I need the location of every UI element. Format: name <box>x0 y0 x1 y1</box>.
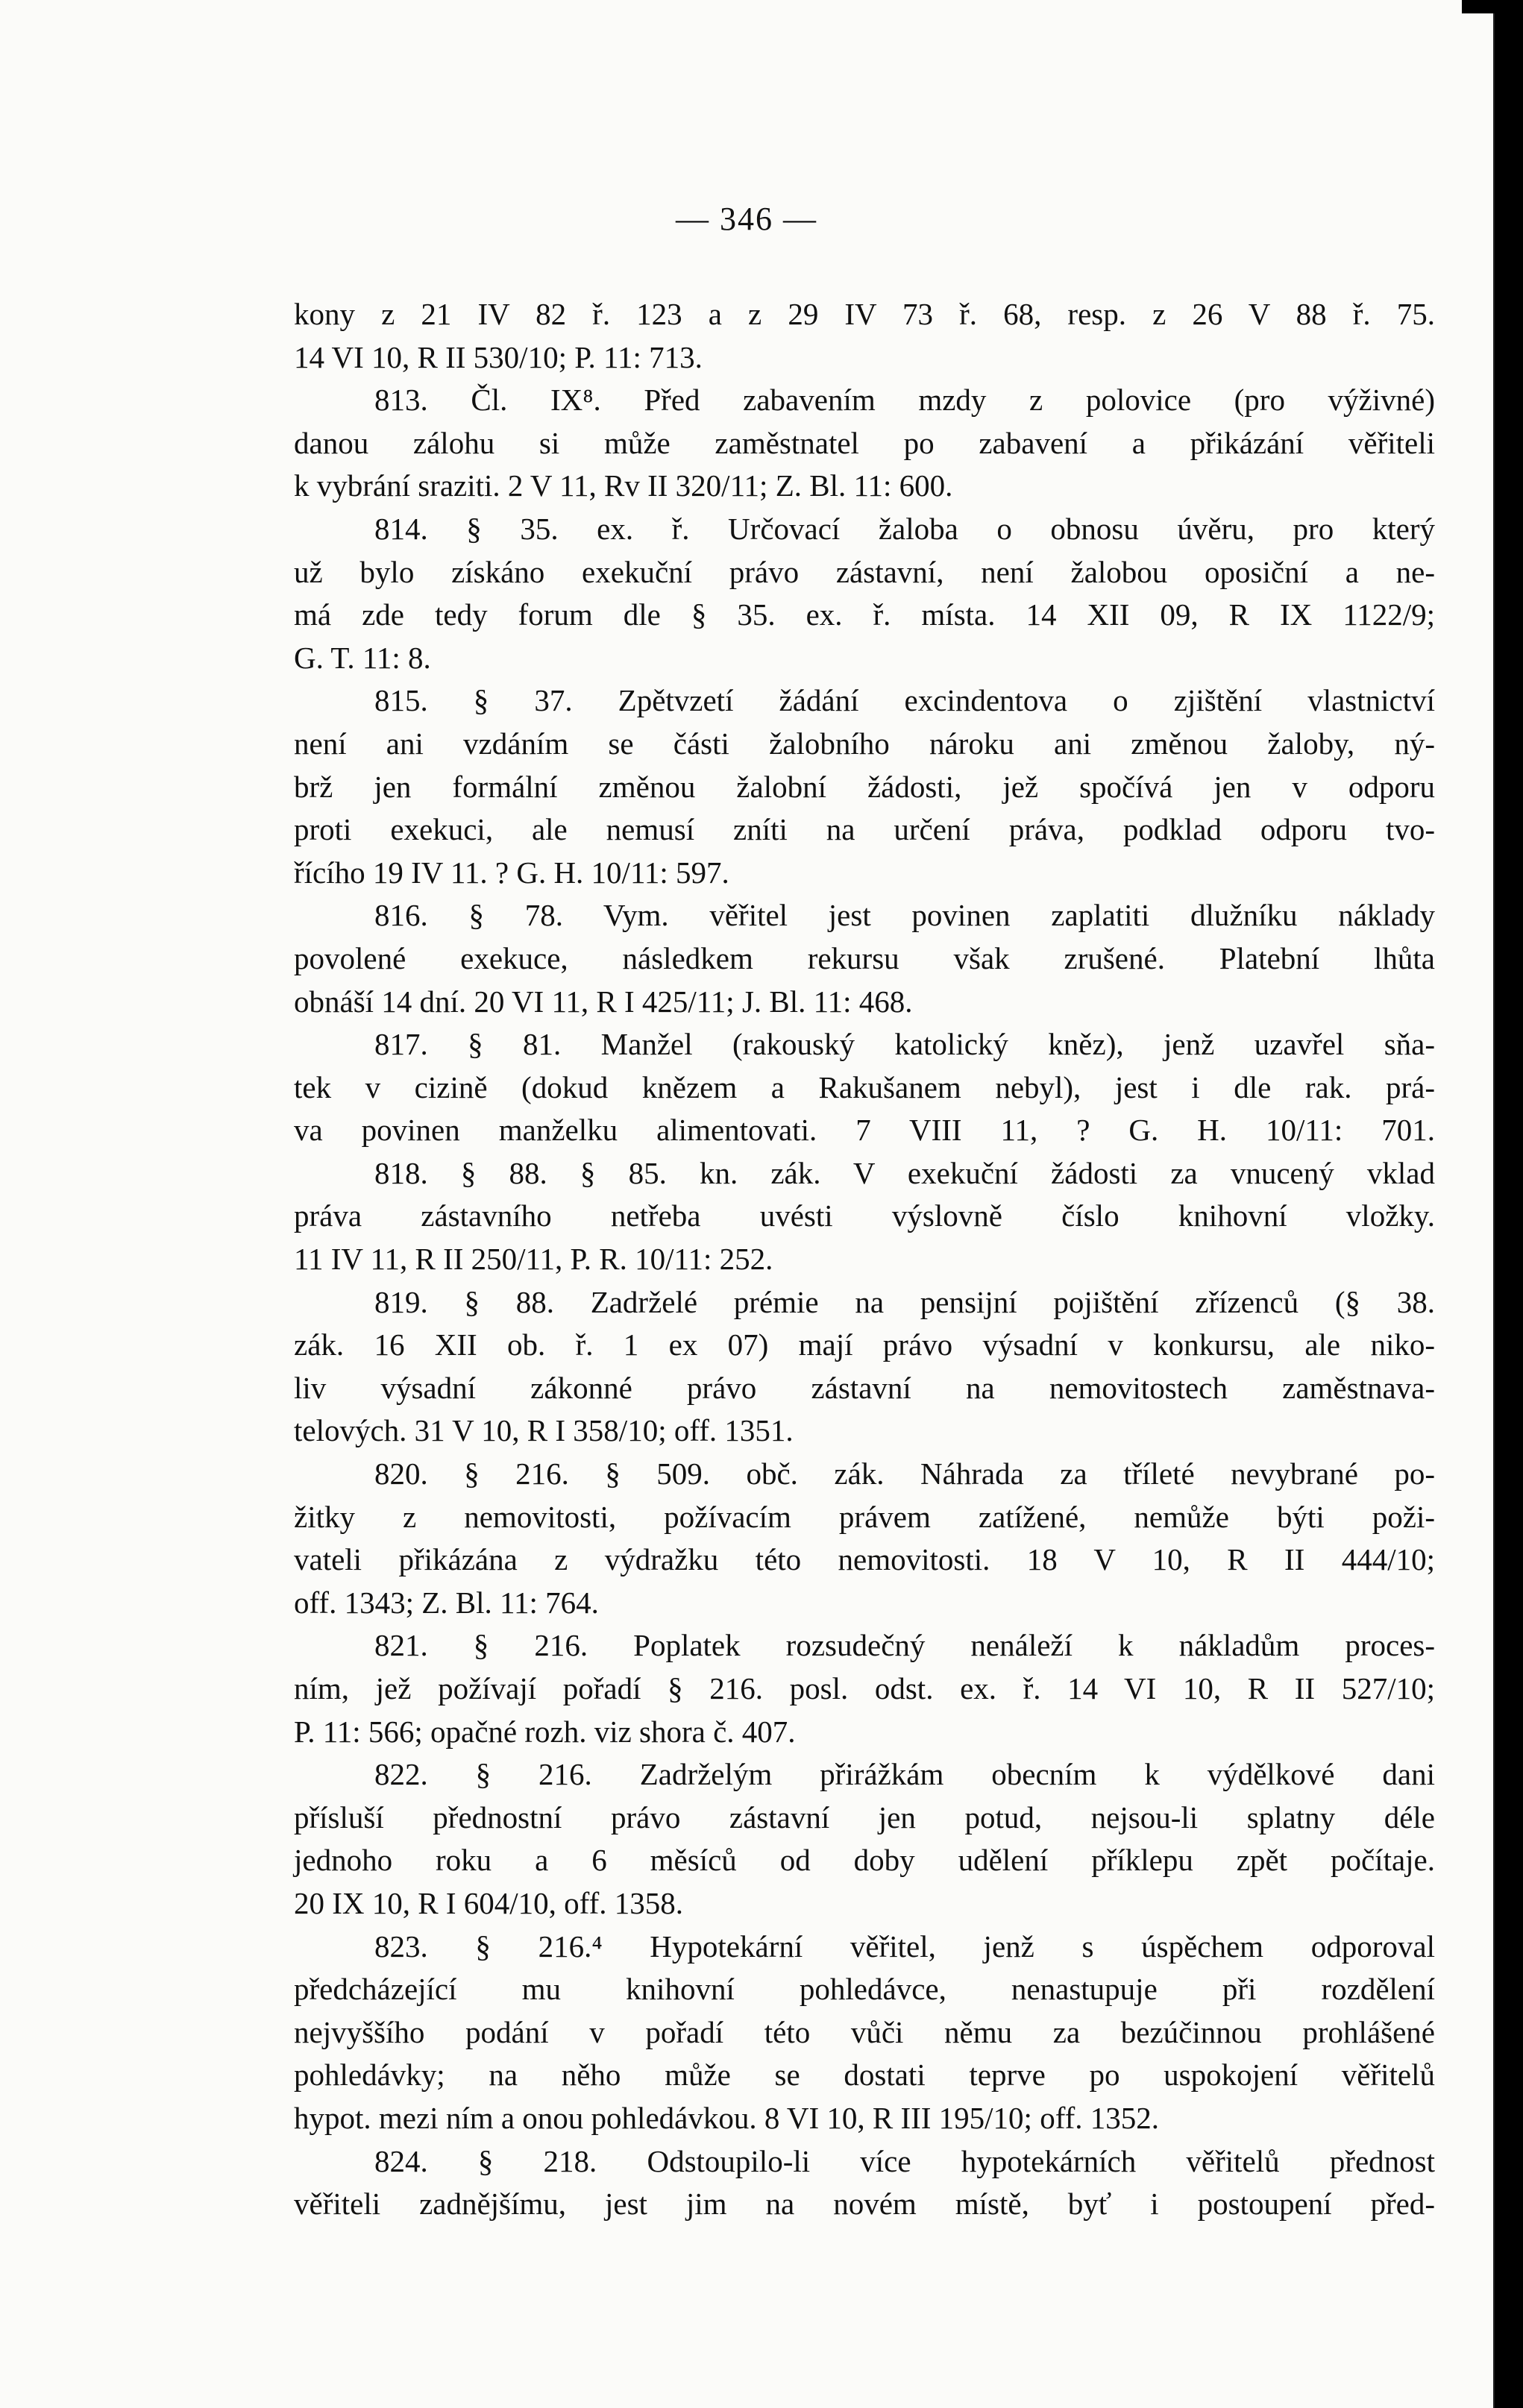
text-line: telových. 31 V 10, R I 358/10; off. 1351. <box>294 1413 794 1448</box>
text-line: 819. § 88. Zadrželé prémie na pensijní pojištění zřízenců (§ 38. <box>374 1284 1435 1319</box>
text-line: žitky z nemovitosti, požívacím právem zatížené, nemůže býti poži- <box>294 1499 1435 1534</box>
text-line: P. 11: 566; opačné rozh. viz shora č. 407. <box>294 1714 796 1749</box>
text-line: k vybrání sraziti. 2 V 11, Rv II 320/11; Z. Bl. 11: 600. <box>294 468 953 503</box>
text-line: ním, jež požívají pořadí § 216. posl. odst. ex. ř. 14 VI 10, R II 527/10; <box>294 1671 1435 1706</box>
text-line: liv výsadní zákonné právo zástavní na nemovitostech zaměstnava- <box>294 1370 1435 1405</box>
text-line: 823. § 216.⁴ Hypotekární věřitel, jenž s úspěchem odporoval <box>374 1928 1435 1964</box>
text-line: 20 IX 10, R I 604/10, off. 1358. <box>294 1885 683 1920</box>
text-line: zák. 16 XII ob. ř. 1 ex 07) mají právo výsadní v konkursu, ale niko- <box>294 1327 1435 1362</box>
text-line: G. T. 11: 8. <box>294 640 431 675</box>
scan-corner <box>1462 0 1523 13</box>
text-line: 815. § 37. Zpětvzetí žádání excindentova o zjištění vlastnictví <box>374 683 1435 718</box>
scan-border <box>1495 0 1523 2408</box>
text-line: přísluší přednostní právo zástavní jen potud, nejsou-li splatny déle <box>294 1799 1435 1835</box>
text-line: už bylo získáno exekuční právo zástavní, není žalobou oposiční a ne- <box>294 554 1435 589</box>
text-line: jednoho roku a 6 měsíců od doby udělení příklepu zpět počítaje. <box>294 1843 1435 1878</box>
body-text <box>294 293 1435 2226</box>
text-line: předcházející mu knihovní pohledávce, nenastupuje při rozdělení <box>294 1972 1435 2007</box>
text-line: 820. § 216. § 509. obč. zák. Náhrada za tříleté nevybrané po- <box>374 1456 1435 1491</box>
text-line: hypot. mezi ním a onou pohledávkou. 8 VI 10, R III 195/10; off. 1352. <box>294 2100 1160 2135</box>
text-line: nejvyššího podání v pořadí této vůči němu za bezúčinnou prohlášené <box>294 2014 1435 2049</box>
text-line: 821. § 216. Poplatek rozsudečný nenáleží k nákladům proces- <box>374 1628 1435 1663</box>
text-line: má zde tedy forum dle § 35. ex. ř. místa. 14 XII 09, R IX 1122/9; <box>294 597 1435 632</box>
text-line: danou zálohu si může zaměstnatel po zabavení a přikázání věřiteli <box>294 425 1435 460</box>
text-line: 824. § 218. Odstoupilo-li více hypotekárních věřitelů přednost <box>374 2143 1435 2178</box>
text-line: off. 1343; Z. Bl. 11: 764. <box>294 1585 599 1620</box>
text-line: 14 VI 10, R II 530/10; P. 11: 713. <box>294 339 703 374</box>
text-line: tek v cizině (dokud knězem a Rakušanem nebyl), jest i dle rak. prá- <box>294 1069 1435 1104</box>
text-line: proti exekuci, ale nemusí zníti na určení práva, podklad odporu tvo- <box>294 812 1435 847</box>
text-line: 814. § 35. ex. ř. Určovací žaloba o obnosu úvěru, pro který <box>374 511 1435 546</box>
text-line: 813. Čl. IX⁸. Před zabavením mzdy z polovice (pro výživné) <box>374 383 1435 418</box>
page-number: — 346 — <box>676 201 817 237</box>
text-line: brž jen formální změnou žalobní žádosti, jež spočívá jen v odporu <box>294 769 1435 804</box>
text-line: věřiteli zadnějšímu, jest jim na novém místě, byť i postoupení před- <box>294 2187 1435 2222</box>
text-line: práva zástavního netřeba uvésti výslovně číslo knihovní vložky. <box>294 1198 1435 1233</box>
text-line: 822. § 216. Zadrželým přirážkám obecním k výdělkové dani <box>374 1757 1435 1792</box>
text-line: 816. § 78. Vym. věřitel jest povinen zaplatiti dlužníku náklady <box>374 898 1435 933</box>
text-line: pohledávky; na něho může se dostati teprve po uspokojení věřitelů <box>294 2058 1435 2093</box>
text-line: 818. § 88. § 85. kn. zák. V exekuční žádosti za vnucený vklad <box>374 1155 1435 1190</box>
text-line: 11 IV 11, R II 250/11, P. R. 10/11: 252. <box>294 1242 773 1277</box>
text-line: obnáší 14 dní. 20 VI 11, R I 425/11; J. Bl. 11: 468. <box>294 984 913 1019</box>
text-line: va povinen manželku alimentovati. 7 VIII 11, ? G. H. 10/11: 701. <box>294 1113 1435 1148</box>
text-line: povolené exekuce, následkem rekursu však zrušené. Platební lhůta <box>294 940 1435 975</box>
text-line: vateli přikázána z výdražku této nemovitosti. 18 V 10, R II 444/10; <box>294 1542 1435 1577</box>
text-line: řícího 19 IV 11. ? G. H. 10/11: 597. <box>294 855 729 890</box>
text-line: není ani vzdáním se části žalobního nároku ani změnou žaloby, ný- <box>294 726 1435 761</box>
text-line: kony z 21 IV 82 ř. 123 a z 29 IV 73 ř. 68, resp. z 26 V 88 ř. 75. <box>294 297 1435 331</box>
text-line: 817. § 81. Manžel (rakouský katolický kněz), jenž uzavřel sňa- <box>374 1027 1435 1062</box>
